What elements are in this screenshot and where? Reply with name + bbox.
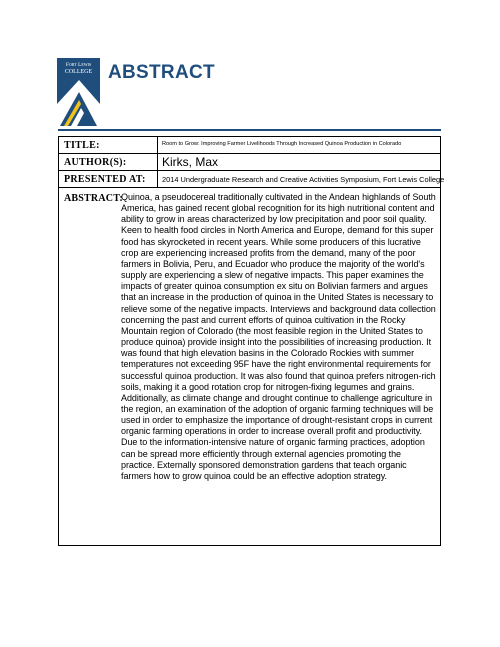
college-logo	[57, 58, 100, 126]
page-title: ABSTRACT	[108, 62, 215, 83]
logo-text-line2: COLLEGE	[64, 69, 93, 75]
column-divider	[157, 171, 158, 187]
title-underline	[58, 129, 441, 131]
author-label: AUTHOR(S):	[64, 157, 127, 168]
title-value: Room to Grow: Improving Farmer Livelihoods Through Increased Quinoa Production in Colorado	[162, 141, 402, 147]
abstract-body: Quinoa, a pseudocereal traditionally cultivated in the Andean highlands of South America, has gained recent global recognition for its high nutritional content and ability to grow in areas characterized by low precipitation and poor soil quality. Keen to health food circles in North America and Europe, demand for this super food has skyrocketed in recent years. While some producers of this lucrative crop are experiencing increased profits from the demand, many of the poor farmers in Bolivia, Peru, and Ecuador who produce the majority of the world's supply are experiencing a slew of negative impacts. This paper examines the impacts of greater quinoa consumption ex situ on Bolivian farmers and argues that an increase in the production of quinoa in the United States is necessary to relieve some of the negative impacts. Interviews and background data collection concerning the past and current efforts of quinoa cultivation in the Rocky Mountain region of Colorado (the most feasible region in the United States to produce quinoa) provide insight into the possibilities of increasing production. It was found that high elevation basins in the Colorado Rockies with summer temperatures not exceeding 95F have the right environmental requirements for successful quinoa production. It was also found that quinoa prefers nitrogen-rich soils, making it a good rotation crop for nitrogen-fixing legumes and grains. Additionally, as climate change and drought continue to challenge agriculture in the region, an examination of the adoption of organic farming techniques will be used in order to emphasize the importance of drought-resistant crops in current organic farming operations in order to increase overall profit and productivity. Due to the information-intensive nature of organic farming practices, adoption can be spread more efficiently through external agencies promoting the practice. Externally sponsored demonstration gardens that teach organic farmers how to grow quinoa could be an effective adoption strategy.	[121, 192, 436, 481]
abstract-form	[58, 136, 445, 546]
presented-row	[59, 171, 445, 188]
title-row	[59, 137, 440, 154]
author-row	[59, 154, 440, 171]
abstract-label: ABSTRACT:	[64, 193, 123, 204]
author-value: Kirks, Max	[162, 155, 219, 169]
column-divider	[157, 137, 158, 153]
presented-value: 2014 Undergraduate Research and Creative Activities Symposium, Fort Lewis College	[162, 175, 445, 184]
logo-text-line1: Fort Lewis	[65, 62, 92, 68]
presented-label: PRESENTED AT:	[64, 174, 146, 185]
title-label: TITLE:	[64, 140, 100, 151]
column-divider	[157, 154, 158, 170]
